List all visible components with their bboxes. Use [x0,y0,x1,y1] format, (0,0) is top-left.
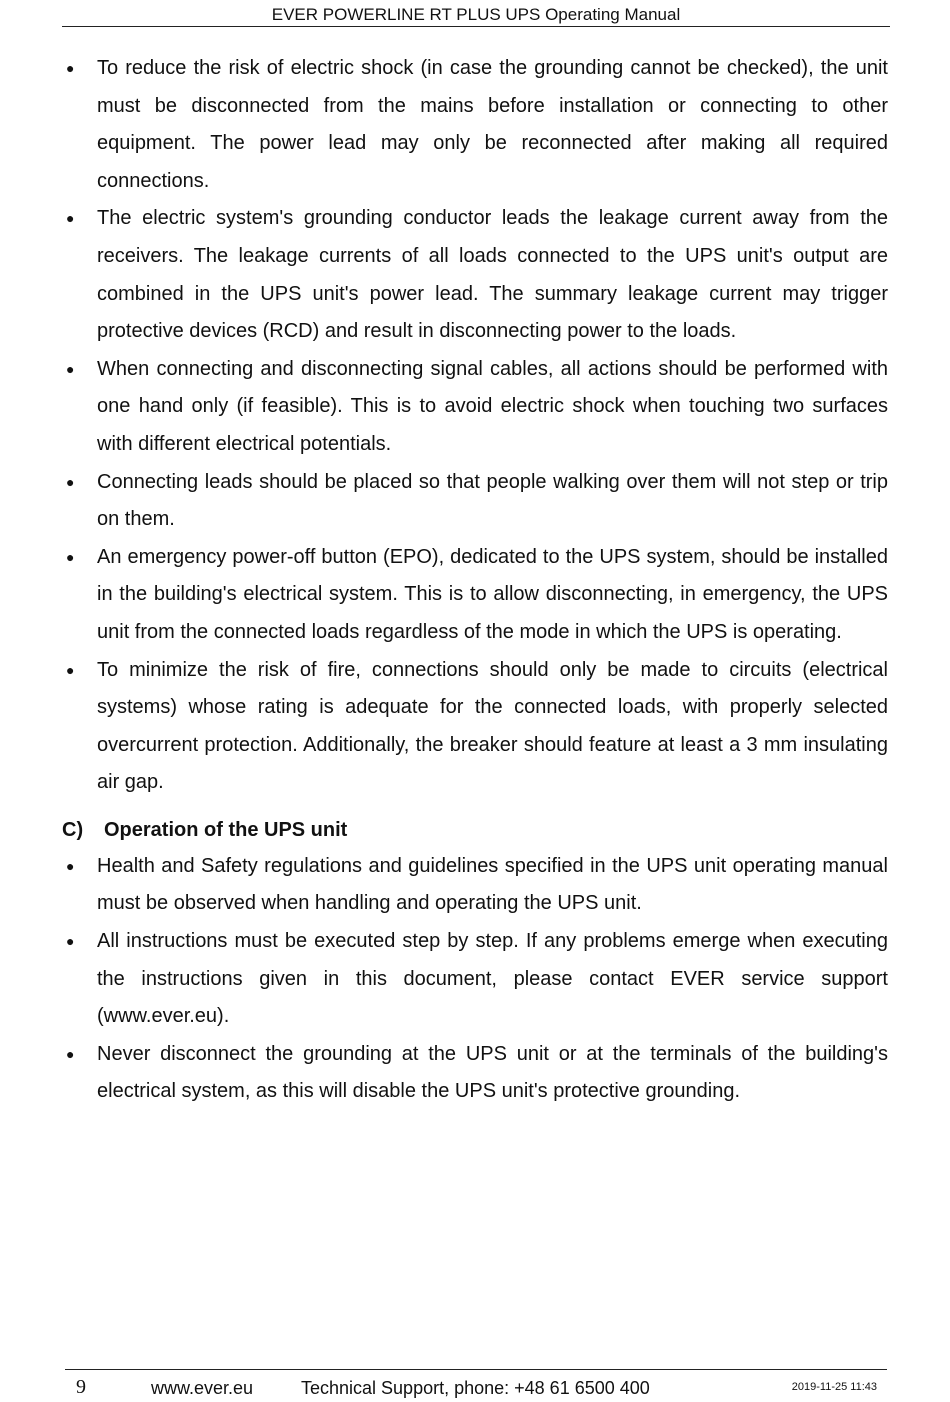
list-item [62,539,888,652]
list-item [62,1036,888,1111]
bullet-icon: ● [66,857,75,874]
page-footer [65,1369,887,1402]
list-item-text: Connecting leads should be placed so that people walking over them will not step or trip on them. [97,470,888,531]
section-title: Operation of the UPS unit [104,818,348,841]
operation-list [62,848,888,1111]
list-item [62,50,888,200]
bullet-icon: ● [66,661,75,678]
footer-website: www.ever.eu [151,1378,254,1398]
list-item-text: An emergency power-off button (EPO), dedicated to the UPS system, should be installed in the building's electrical system. This is to allow disconnecting, in emergency, the UPS unit from the connected loads regardless of the mode in which the UPS is operating. [97,545,888,643]
safety-list [62,50,888,802]
list-item [62,848,888,923]
header-title: EVER POWERLINE RT PLUS UPS Operating Manual [271,5,681,24]
list-item-text: The electric system's grounding conductor leads the leakage current away from the receivers. The leakage currents of all loads connected to the UPS unit's output are combined in the UPS unit's power lead. The summary leakage current may trigger protective devices (RCD) and result in disconnecting power to the loads. [97,207,888,343]
bullet-icon: ● [66,548,75,565]
bullet-icon: ● [66,1045,75,1062]
list-item [62,200,888,350]
bullet-icon: ● [66,210,75,227]
bullet-icon: ● [66,473,75,490]
bullet-icon: ● [66,933,75,950]
list-item-text: All instructions must be executed step by step. If any problems emerge when executing the instructions given in this document, please contact EVER service support (www.ever.eu). [97,930,888,1028]
list-item-text: To minimize the risk of fire, connections should only be made to circuits (electrical systems) whose rating is adequate for the connected loads, with properly selected overcurrent protection. Additionally, the breaker should feature at least a 3 mm insulating air gap. [97,658,888,794]
list-item-text: Health and Safety regulations and guidelines specified in the UPS unit operating manual must be observed when handling and operating the UPS unit. [97,854,888,915]
list-item [62,652,888,802]
list-item-text: To reduce the risk of electric shock (in case the grounding cannot be checked), the unit must be disconnected from the mains before installation or connecting to other equipment. The power lead may only be reconnected after making all required connections. [97,57,888,192]
bullet-icon: ● [66,360,75,377]
bullet-icon: ● [66,60,75,76]
list-item [62,464,888,539]
footer-date: 2019-11-25 11:43 [791,1381,877,1393]
list-item-text: Never disconnect the grounding at the UPS unit or at the terminals of the building's electrical system, as this will disable the UPS unit's protective grounding. [97,1042,888,1103]
list-item-text: When connecting and disconnecting signal cables, all actions should be performed with one hand only (if feasible). This is to avoid electric shock when touching two surfaces with different electrical potentials. [97,357,888,455]
page-number: 9 [76,1376,86,1398]
document-body [62,50,888,1111]
section-letter: C) [62,818,84,841]
section-heading [62,812,888,848]
list-item [62,351,888,464]
footer-support: Technical Support, phone: +48 61 6500 400 [301,1378,650,1398]
page-header [62,0,890,27]
list-item [62,923,888,1036]
